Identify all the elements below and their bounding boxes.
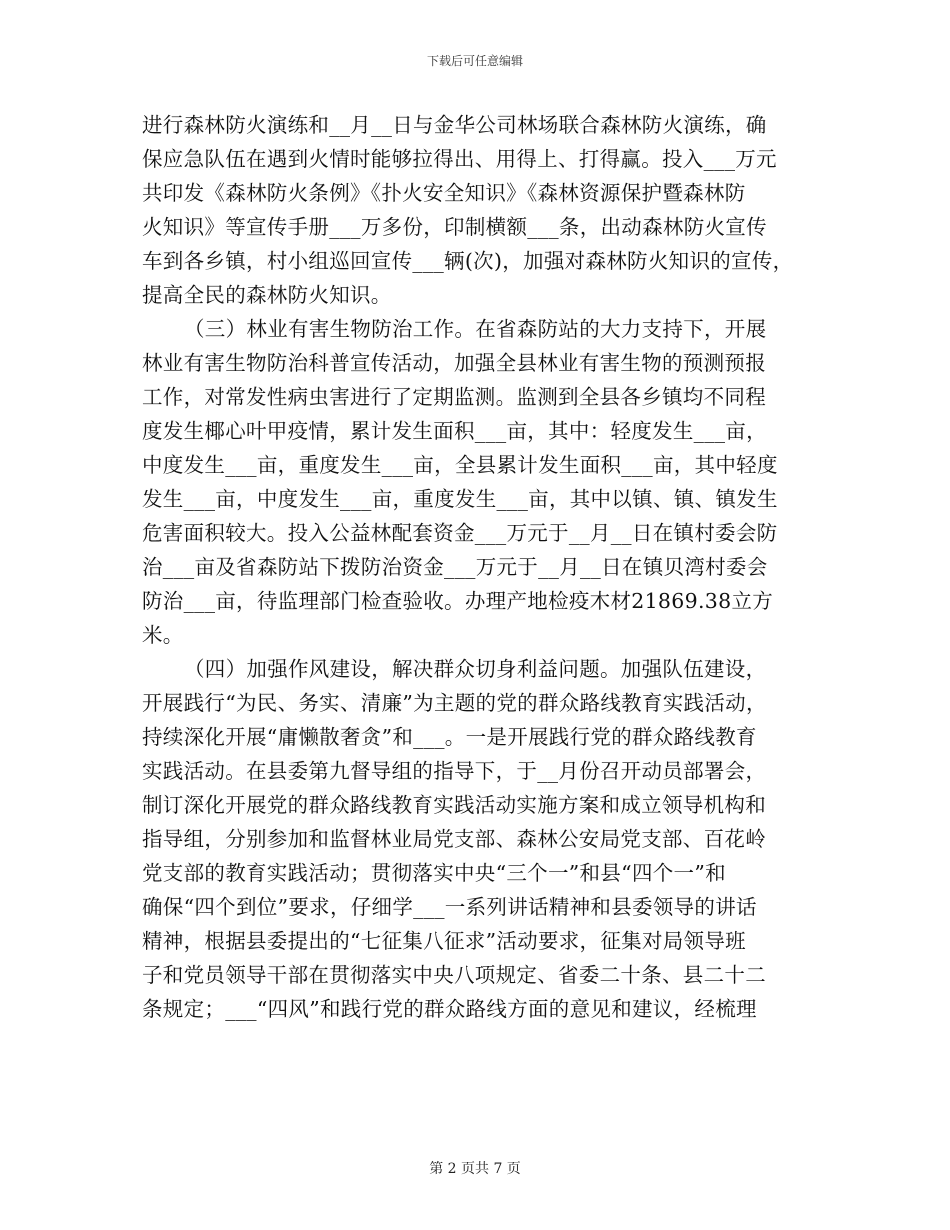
text-line: 党支部的教育实践活动；贯彻落实中央“三个一”和县“四个一”和 — [142, 861, 726, 885]
text-line: 开展践行“为民、务实、清廉”为主题的党的群众路线教育实践活动， — [142, 691, 767, 715]
text-line: 米。 — [142, 623, 184, 647]
text-line: 林业有害生物防治科普宣传活动，加强全县林业有害生物的预测预报 — [142, 351, 766, 375]
text-line: 发生___亩，中度发生___亩，重度发生___亩，其中以镇、镇、镇发生 — [142, 487, 778, 511]
text-line: 共印发《森林防火条例》《扑火安全知识》《森林资源保护暨森林防 — [142, 181, 746, 205]
paragraph-start-line: （三）林业有害生物防治工作。在省森防站的大力支持下，开展 — [184, 317, 767, 341]
text-line: 中度发生___亩，重度发生___亩，全县累计发生面积___亩，其中轻度 — [142, 453, 778, 477]
text-line: 精神，根据县委提出的“七征集八征求”活动要求，征集对局领导班 — [142, 929, 746, 953]
text-line: 车到各乡镇，村小组巡回宣传___辆(次)，加强对森林防火知识的宣传， — [142, 249, 794, 273]
text-line: 子和党员领导干部在贯彻落实中央八项规定、省委二十条、县二十二 — [142, 963, 766, 987]
text-line: 治___亩及省森防站下拨防治资金___万元于__月__日在镇贝湾村委会 — [142, 555, 768, 579]
page-header: 下载后可任意编辑 — [426, 54, 523, 68]
text-line: 实践活动。在县委第九督导组的指导下，于__月份召开动员部署会， — [142, 759, 767, 783]
text-line: 持续深化开展“庸懒散奢贪”和___。一是开展践行党的群众路线教育 — [142, 725, 757, 749]
paragraph-start-line: （四）加强作风建设，解决群众切身利益问题。加强队伍建设， — [184, 657, 767, 681]
text-line: 工作，对常发性病虫害进行了定期监测。监测到全县各乡镇均不同程 — [142, 385, 766, 409]
text-line: 度发生椰心叶甲疫情，累计发生面积___亩，其中：轻度发生___亩， — [142, 419, 767, 443]
text-line: 条规定；___“四风”和践行党的群众路线方面的意见和建议，经梳理 — [142, 997, 757, 1021]
text-line: 进行森林防火演练和__月__日与金华公司林场联合森林防火演练，确 — [142, 113, 767, 137]
page-footer: 第 2 页共 7 页 — [429, 1161, 521, 1177]
document-body — [142, 108, 814, 1026]
text-line: 指导组，分别参加和监督林业局党支部、森林公安局党支部、百花岭 — [142, 827, 766, 851]
text-line: 危害面积较大。投入公益林配套资金___万元于__月__日在镇村委会防 — [142, 521, 778, 545]
text-line: 保应急队伍在遇到火情时能够拉得出、用得上、打得赢。投入___万元 — [142, 147, 777, 171]
text-line: 确保“四个到位”要求，仔细学___一系列讲话精神和县委领导的讲话 — [142, 895, 757, 919]
text-line: 火知识》等宣传手册___万多份，印制横额___条，出动森林防火宣传 — [142, 215, 767, 239]
text-line: 制订深化开展党的群众路线教育实践活动实施方案和成立领导机构和 — [142, 793, 766, 817]
text-line: 提高全民的森林防火知识。 — [142, 283, 392, 307]
text-line: 防治___亩，待监理部门检查验收。办理产地检疫木材21869.38立方 — [142, 589, 774, 613]
